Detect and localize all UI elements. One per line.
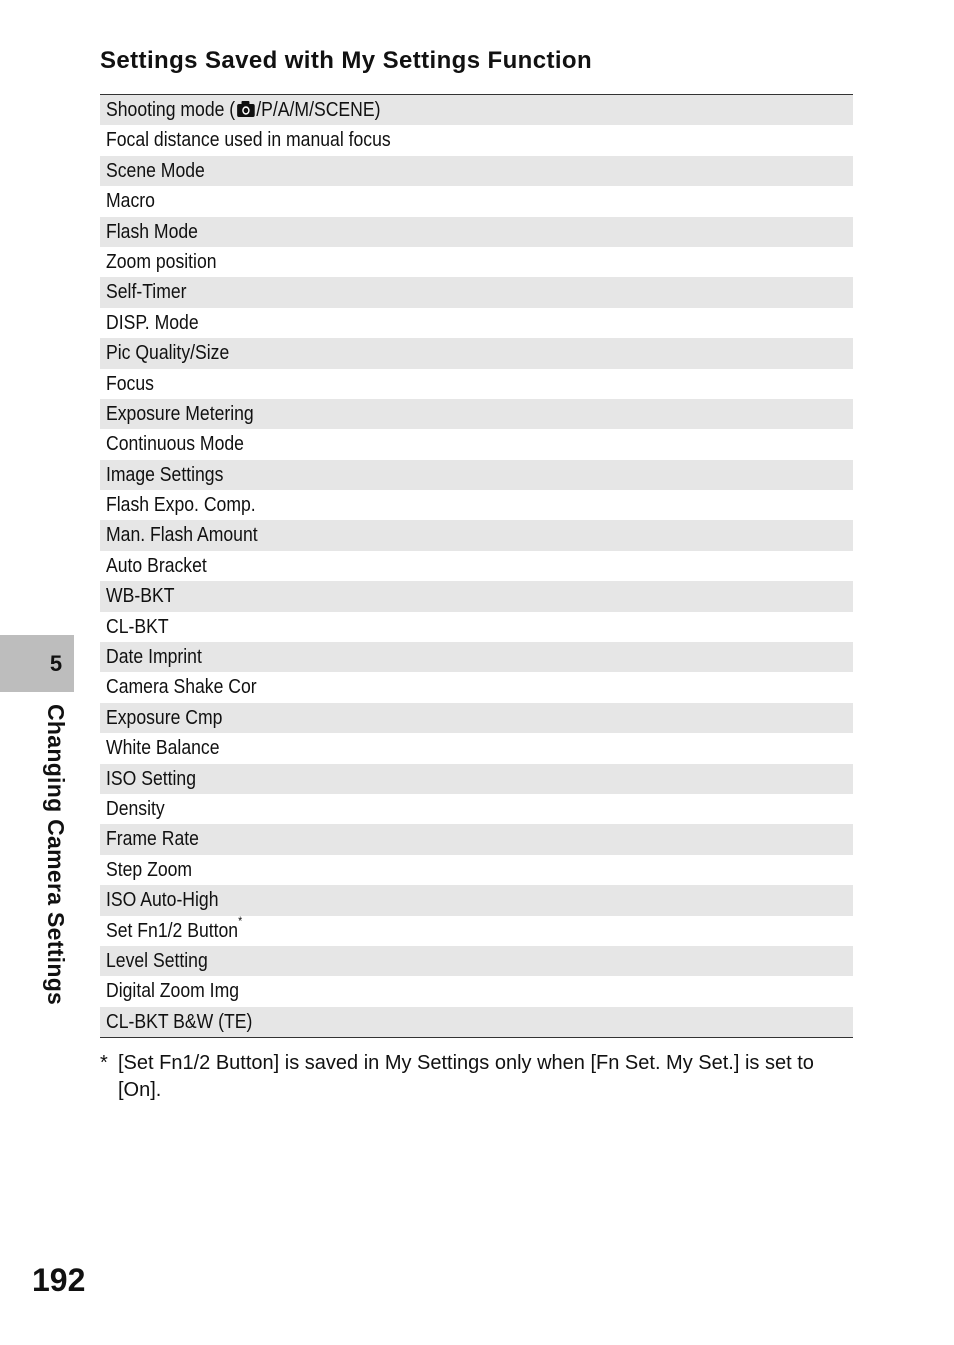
row-label: WB-BKT bbox=[106, 585, 175, 608]
row-label-suffix: /P/A/M/SCENE) bbox=[256, 99, 381, 121]
table-row bbox=[100, 976, 853, 1006]
table-row bbox=[100, 672, 853, 702]
row-label: Exposure Cmp bbox=[106, 706, 223, 729]
table-row bbox=[100, 1007, 853, 1037]
chapter-number: 5 bbox=[49, 651, 63, 676]
table-row bbox=[100, 946, 853, 976]
row-label: Image Settings bbox=[106, 463, 224, 486]
row-label: Macro bbox=[106, 190, 155, 213]
table-row bbox=[100, 399, 853, 429]
row-label: Auto Bracket bbox=[106, 554, 207, 577]
table-row bbox=[100, 520, 853, 550]
camera-icon bbox=[236, 97, 255, 127]
footnote-mark: * bbox=[100, 1052, 108, 1074]
table-row bbox=[100, 460, 853, 490]
table-row bbox=[100, 551, 853, 581]
table-row bbox=[100, 369, 853, 399]
table-row bbox=[100, 733, 853, 763]
row-label: Flash Mode bbox=[106, 220, 198, 243]
table-row bbox=[100, 217, 853, 247]
row-label: ISO Auto-High bbox=[106, 889, 219, 912]
row-label: Frame Rate bbox=[106, 828, 199, 851]
row-label: Density bbox=[106, 797, 165, 820]
row-label: White Balance bbox=[106, 737, 220, 760]
table-row bbox=[100, 642, 853, 672]
page-number: 192 bbox=[32, 1262, 86, 1298]
row-label: Man. Flash Amount bbox=[106, 524, 258, 547]
table-row bbox=[100, 612, 853, 642]
row-label: Focal distance used in manual focus bbox=[106, 129, 391, 152]
table-row bbox=[100, 308, 853, 338]
table-row bbox=[100, 913, 853, 946]
row-label: Flash Expo. Comp. bbox=[106, 494, 256, 517]
table-row bbox=[100, 156, 853, 186]
table-row bbox=[100, 855, 853, 885]
row-label: Continuous Mode bbox=[106, 433, 244, 456]
table-row bbox=[100, 277, 853, 307]
row-label: Focus bbox=[106, 372, 154, 395]
row-label: Set Fn1/2 Button bbox=[106, 919, 239, 942]
row-label: Scene Mode bbox=[106, 159, 205, 182]
row-label: Pic Quality/Size bbox=[106, 342, 230, 365]
table-row bbox=[100, 125, 853, 155]
table-body bbox=[100, 125, 853, 1037]
table-row bbox=[100, 885, 853, 915]
row-label: Exposure Metering bbox=[106, 402, 254, 425]
row-label: Camera Shake Cor bbox=[106, 676, 257, 699]
table-row bbox=[100, 490, 853, 520]
table-row bbox=[100, 581, 853, 611]
row-label: ISO Setting bbox=[106, 767, 197, 790]
row-label: Level Setting bbox=[106, 949, 208, 972]
row-label: CL-BKT B&W (TE) bbox=[106, 1010, 253, 1033]
table-row bbox=[100, 794, 853, 824]
table-row bbox=[100, 703, 853, 733]
chapter-tab bbox=[0, 635, 74, 692]
table-row bbox=[100, 247, 853, 277]
row-label-prefix: Shooting mode ( bbox=[106, 99, 236, 121]
table-row bbox=[100, 338, 853, 368]
table-row bbox=[100, 764, 853, 794]
table-row bbox=[100, 429, 853, 459]
chapter-title: Changing Camera Settings bbox=[43, 704, 69, 1006]
section-title: Settings Saved with My Settings Function bbox=[100, 47, 593, 74]
row-label: Digital Zoom Img bbox=[106, 980, 240, 1003]
row-label: DISP. Mode bbox=[106, 311, 199, 334]
settings-table bbox=[100, 94, 853, 1038]
footnote-text: [Set Fn1/2 Button] is saved in My Settings only when [Fn Set. My Set.] is set to [On]. bbox=[118, 1052, 814, 1101]
row-label: Date Imprint bbox=[106, 646, 202, 669]
row-label: Step Zoom bbox=[106, 858, 193, 881]
row-label: Self-Timer bbox=[106, 281, 187, 304]
table-row bbox=[100, 824, 853, 854]
table-row bbox=[100, 186, 853, 216]
footnote-reference: * bbox=[238, 913, 243, 928]
footnote bbox=[100, 1050, 850, 1104]
row-label: Zoom position bbox=[106, 250, 217, 273]
table-row bbox=[100, 95, 853, 125]
row-label: CL-BKT bbox=[106, 615, 169, 638]
